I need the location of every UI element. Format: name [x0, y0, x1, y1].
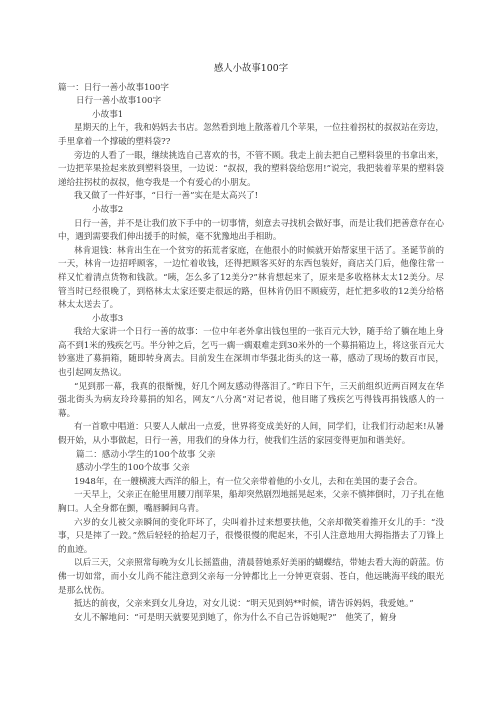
father-paragraph-2: 一天早上，父亲正在舱里用腰刀削苹果，船却突然剧烈地摇晃起来，父亲不慎摔倒时，刀子扎在他胸口。人全身都在颤，嘴唇瞬间乌青。: [58, 490, 444, 514]
section-subheading-2: 感动小学生的100个故事 父亲: [76, 463, 190, 474]
father-paragraph-3: 六岁的女儿被父亲瞬间的变化吓坏了，尖叫着扑过来想要扶他，父亲却微笑着推开女儿的手：“没事，只是摔了一跤。”然后轻轻的拾起刀子，很慢很慢的爬起来，不引人注意地用大拇指揩去了刀锋上的血迹。: [58, 517, 444, 555]
story2-label: 小故事2: [92, 204, 124, 215]
father-paragraph-1: 1948年，在一艘横渡大西洋的船上，有一位父亲带着他的小女儿，去和在美国的妻子会合。: [74, 476, 423, 487]
section-heading-1: 篇一：日行一善小故事100字: [58, 82, 169, 93]
father-paragraph-4: 以后三天，父亲照常每晚为女儿长摇篮曲，清晨替她系好美丽的蝴蝶结，带她去看大海的蔚蓝。仿佛一切如常，而小女儿尚不能注意到父亲每一分钟都比上一分钟更衰弱、苍白，他远眺海平线的眼光是那么忧伤。: [58, 558, 444, 596]
story3-label: 小故事3: [92, 313, 124, 324]
father-paragraph-5: 抵达的前夜，父亲来到女儿身边，对女儿说：“明天见到妈**时候，请告诉妈妈，我爱她。”: [74, 599, 414, 610]
story1-paragraph-3: 我又做了一件好事，“日行一善”实在是太高兴了!: [74, 191, 259, 202]
story2-paragraph-2: 林肯退钱：林肯出生在一个贫穷的拓荒者家庭，在他很小的时候就开始帮家里干活了。圣诞节前的一天，林肯一边招呼顾客，一边忙着收钱，还得把顾客买好的东西包装好，商店关门后，他像往常一样又忙着清点货物和钱款。“咦，怎么多了12美分?”林肯想起来了，原来是多收格林太太12美分。尽管当时已经很晚了，到格林太太家还要走很远的路，但林肯仍旧不顾疲劳，赶忙把多收的12美分给格林太太送去了。: [58, 245, 444, 311]
story3-paragraph-3: 有一首歌中唱道：只要人人献出一点爱，世界将变成美好的人间，同学们，让我们行动起来!从暑假开始，从小事做起，日行一善，用我们的身体力行，使我们生活的家园变得更加和谐美好。: [58, 422, 444, 447]
story1-paragraph-2: 旁边的人看了一眼，继续挑选自己喜欢的书，不管不顾。我走上前去把自己塑料袋里的书拿出来，一边把苹果捡起来放到塑料袋里，一边说：“叔叔，我的塑料袋给您用!”说完，我把装着苹果的塑料袋递给拄拐杖的叔叔，他夸我是一个有爱心的小朋友。: [58, 150, 444, 188]
story3-paragraph-1: 我给大家讲一个日行一善的故事：一位中年老外拿出钱包里的一张百元大钞，随手给了躺在地上身高不到1米的残疾乞丐。半分钟之后，乞丐一瘸一瘸艰难走到30米外的一个募捐箱边上，将这张百元大钞塞进了募捐箱，随即转身离去。目前发生在深圳市华强北街头的这一幕，感动了现场的数百市民，也引起网友热议。: [58, 327, 444, 379]
page-title: 感人小故事100字: [213, 63, 289, 74]
father-paragraph-6: 女儿不解地问：“可是明天就要见到她了，你为什么不自己告诉她呢?” 他笑了，俯身: [74, 612, 397, 623]
story1-paragraph-1: 星期天的上午，我和妈妈去书店。忽然看到地上散落着几个苹果，一位拄着拐杖的叔叔站在旁边，手里拿着一个撑破的塑料袋??: [58, 123, 444, 147]
story1-label: 小故事1: [92, 109, 124, 120]
section-heading-2: 篇二：感动小学生的100个故事 父亲: [76, 449, 216, 460]
story2-paragraph-1: 日行一善，并不是让我们放下手中的一切事情，刻意去寻找机会做好事，而是让我们把善意存在心中，遇到需要我们伸出援手的时候，毫不犹豫地出手相助。: [58, 218, 444, 243]
section-subheading-1: 日行一善小故事100字: [76, 96, 162, 107]
story3-paragraph-2: “见到那一幕，我真的很惭愧，好几个网友感动得落泪了。”昨日下午，三天前组织近两百网友在华强北街头为病友玲玲募捐的知名，网友“八分离”对记者说，他目睹了残疾乞丐得钱再捐钱感人的一幕。: [58, 381, 444, 419]
